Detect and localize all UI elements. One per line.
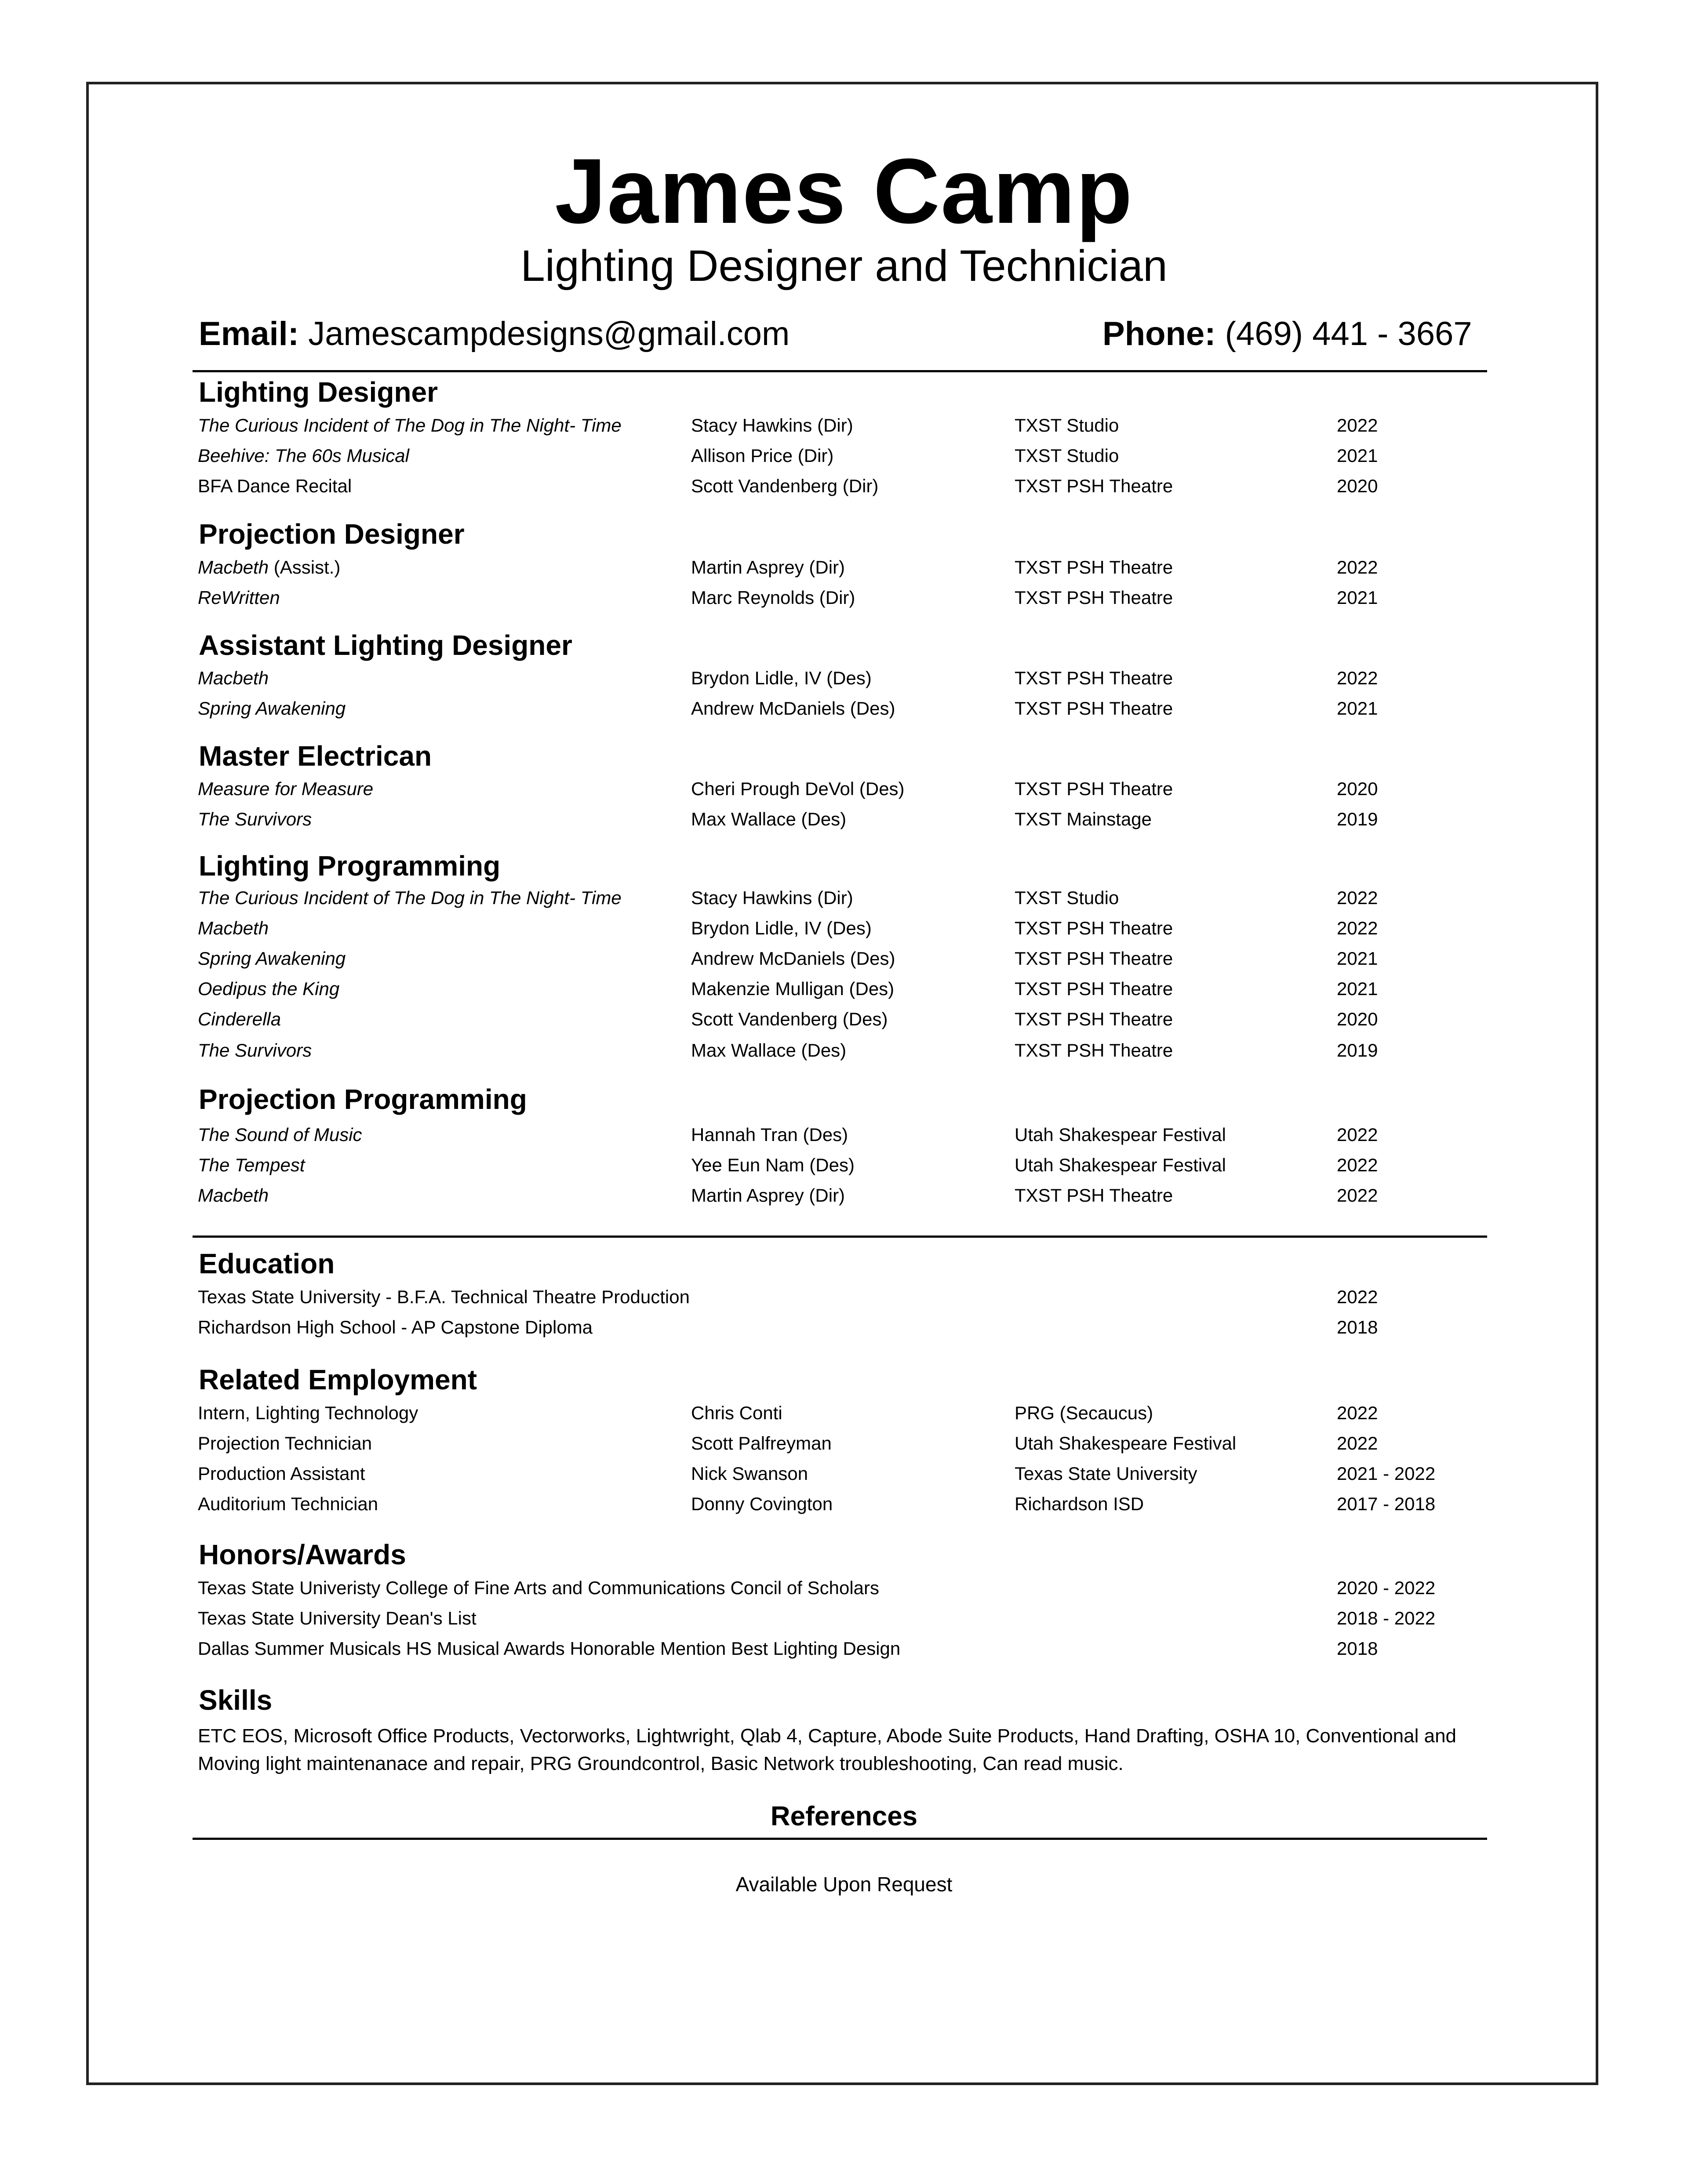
credit-title: The Curious Incident of The Dog in The Night- Time bbox=[198, 887, 622, 908]
header-divider bbox=[193, 370, 1487, 372]
job-title: Projection Technician bbox=[198, 1433, 372, 1454]
job-employer: PRG (Secaucus) bbox=[1015, 1403, 1153, 1423]
credit-title: BFA Dance Recital bbox=[198, 476, 352, 496]
credit-year: 2021 bbox=[1337, 948, 1378, 969]
credit-person: Brydon Lidle, IV (Des) bbox=[691, 918, 872, 938]
job-years: 2022 bbox=[1337, 1403, 1378, 1423]
credit-venue: TXST PSH Theatre bbox=[1015, 1185, 1173, 1206]
section-title-references: References bbox=[770, 1801, 918, 1832]
credit-year: 2022 bbox=[1337, 887, 1378, 908]
credit-person: Cheri Prough DeVol (Des) bbox=[691, 778, 905, 799]
section-title-assistant-lighting-designer: Assistant Lighting Designer bbox=[199, 629, 572, 661]
credit-venue: TXST PSH Theatre bbox=[1015, 1040, 1173, 1061]
table-row bbox=[198, 808, 1495, 830]
table-row bbox=[198, 556, 1495, 578]
credit-year: 2021 bbox=[1337, 587, 1378, 608]
table-row bbox=[198, 917, 1495, 939]
job-years: 2017 - 2018 bbox=[1337, 1494, 1436, 1514]
credit-title bbox=[198, 556, 340, 578]
table-row bbox=[198, 948, 1495, 970]
job-employer: Utah Shakespeare Festival bbox=[1015, 1433, 1237, 1454]
section-title-projection-programming: Projection Programming bbox=[199, 1083, 527, 1115]
credit-person: Andrew McDaniels (Des) bbox=[691, 948, 895, 969]
table-row bbox=[198, 698, 1495, 720]
table-row bbox=[198, 1316, 1495, 1338]
credit-year: 2020 bbox=[1337, 778, 1378, 799]
credit-title: Measure for Measure bbox=[198, 778, 374, 799]
job-supervisor: Chris Conti bbox=[691, 1403, 782, 1423]
credit-year: 2019 bbox=[1337, 809, 1378, 829]
job-employer: Richardson ISD bbox=[1015, 1494, 1144, 1514]
section-title-master-electrician: Master Electrican bbox=[199, 740, 432, 772]
table-row bbox=[198, 1463, 1495, 1485]
section-title-related-employment: Related Employment bbox=[199, 1364, 477, 1395]
credit-year: 2021 bbox=[1337, 978, 1378, 999]
table-row bbox=[198, 887, 1495, 909]
credit-year: 2019 bbox=[1337, 1040, 1378, 1061]
credit-venue: TXST Studio bbox=[1015, 887, 1119, 908]
credit-venue: TXST Studio bbox=[1015, 415, 1119, 436]
job-title: Production Assistant bbox=[198, 1463, 365, 1484]
credit-title: The Sound of Music bbox=[198, 1124, 362, 1145]
references-text: Available Upon Request bbox=[735, 1873, 953, 1896]
job-years: 2022 bbox=[1337, 1433, 1378, 1454]
credit-year: 2022 bbox=[1337, 415, 1378, 436]
section-divider bbox=[193, 1236, 1487, 1238]
credit-title: Spring Awakening bbox=[198, 948, 346, 969]
email-line bbox=[199, 317, 789, 351]
credit-person: Yee Eun Nam (Des) bbox=[691, 1155, 855, 1175]
credit-venue: TXST PSH Theatre bbox=[1015, 948, 1173, 969]
table-row bbox=[198, 1402, 1495, 1424]
credit-title-text: Macbeth bbox=[198, 557, 269, 578]
email-label: Email: bbox=[199, 315, 299, 352]
table-row bbox=[198, 445, 1495, 467]
award-name: Texas State Univeristy College of Fine Arts and Communications Concil of Scholars bbox=[198, 1577, 880, 1598]
credit-year: 2022 bbox=[1337, 1185, 1378, 1206]
credit-title: The Survivors bbox=[198, 809, 312, 829]
award-name: Dallas Summer Musicals HS Musical Awards Honorable Mention Best Lighting Design bbox=[198, 1638, 901, 1659]
credit-title: The Tempest bbox=[198, 1155, 305, 1175]
credit-title: Cinderella bbox=[198, 1009, 281, 1029]
section-title-education: Education bbox=[199, 1248, 335, 1279]
credit-year: 2021 bbox=[1337, 445, 1378, 466]
credit-year: 2022 bbox=[1337, 668, 1378, 688]
credit-year: 2022 bbox=[1337, 557, 1378, 578]
award-name: Texas State University Dean's List bbox=[198, 1608, 477, 1628]
credit-year: 2021 bbox=[1337, 698, 1378, 719]
credit-title: Spring Awakening bbox=[198, 698, 346, 719]
credit-year: 2022 bbox=[1337, 1155, 1378, 1175]
credit-venue: TXST PSH Theatre bbox=[1015, 668, 1173, 688]
table-row bbox=[198, 1039, 1495, 1061]
credit-venue: TXST PSH Theatre bbox=[1015, 978, 1173, 999]
section-title-honors-awards: Honors/Awards bbox=[199, 1539, 406, 1570]
credit-year: 2022 bbox=[1337, 1124, 1378, 1145]
table-row bbox=[198, 1286, 1495, 1308]
credit-person: Allison Price (Dir) bbox=[691, 445, 834, 466]
education-year: 2018 bbox=[1337, 1317, 1378, 1337]
credit-year: 2020 bbox=[1337, 476, 1378, 496]
credit-title-suffix: (Assist.) bbox=[273, 557, 341, 578]
table-row bbox=[198, 1008, 1495, 1030]
section-title-lighting-designer: Lighting Designer bbox=[199, 376, 438, 408]
award-years: 2018 bbox=[1337, 1638, 1378, 1659]
skills-text: ETC EOS, Microsoft Office Products, Vectorworks, Lightwright, Qlab 4, Capture, Abode Suite Products, Hand Drafting, OSHA 10, Conventional and Moving light maintenanace and repair, PRG Groundcontrol, Basic Network troubleshooting, Can read music. bbox=[198, 1725, 1457, 1774]
table-row bbox=[198, 1493, 1495, 1515]
credit-person: Scott Vandenberg (Des) bbox=[691, 1009, 888, 1029]
references-divider bbox=[193, 1838, 1487, 1840]
credit-title: Macbeth bbox=[198, 1185, 269, 1206]
credit-venue: TXST PSH Theatre bbox=[1015, 1009, 1173, 1029]
job-supervisor: Scott Palfreyman bbox=[691, 1433, 832, 1454]
credit-title: Beehive: The 60s Musical bbox=[198, 445, 409, 466]
credit-person: Max Wallace (Des) bbox=[691, 809, 847, 829]
phone-line bbox=[1102, 317, 1472, 351]
table-row bbox=[198, 414, 1495, 436]
table-row bbox=[198, 1638, 1495, 1660]
credit-person: Martin Asprey (Dir) bbox=[691, 1185, 845, 1206]
credit-venue: TXST PSH Theatre bbox=[1015, 698, 1173, 719]
job-title: Intern, Lighting Technology bbox=[198, 1403, 418, 1423]
credit-year: 2022 bbox=[1337, 918, 1378, 938]
credit-venue: TXST Mainstage bbox=[1015, 809, 1152, 829]
job-title: Auditorium Technician bbox=[198, 1494, 378, 1514]
credit-person: Max Wallace (Des) bbox=[691, 1040, 847, 1061]
credit-title: The Curious Incident of The Dog in The Night- Time bbox=[198, 415, 622, 436]
table-row bbox=[198, 1185, 1495, 1206]
award-years: 2018 - 2022 bbox=[1337, 1608, 1436, 1628]
credit-venue: TXST PSH Theatre bbox=[1015, 476, 1173, 496]
credit-venue: TXST Studio bbox=[1015, 445, 1119, 466]
table-row bbox=[198, 1154, 1495, 1176]
resume-name: James Camp bbox=[555, 139, 1133, 243]
table-row bbox=[198, 1607, 1495, 1629]
credit-person: Brydon Lidle, IV (Des) bbox=[691, 668, 872, 688]
award-years: 2020 - 2022 bbox=[1337, 1577, 1436, 1598]
credit-venue: TXST PSH Theatre bbox=[1015, 778, 1173, 799]
phone-number[interactable]: (469) 441 - 3667 bbox=[1225, 315, 1472, 352]
education-entry: Texas State University - B.F.A. Technical Theatre Production bbox=[198, 1286, 690, 1307]
email-address[interactable]: Jamescampdesigns@gmail.com bbox=[308, 315, 790, 352]
job-employer: Texas State University bbox=[1015, 1463, 1197, 1484]
credit-venue: Utah Shakespear Festival bbox=[1015, 1155, 1226, 1175]
credit-title: Macbeth bbox=[198, 918, 269, 938]
table-row bbox=[198, 978, 1495, 1000]
phone-label: Phone: bbox=[1102, 315, 1216, 352]
table-row bbox=[198, 587, 1495, 609]
table-row bbox=[198, 778, 1495, 800]
resume-subtitle: Lighting Designer and Technician bbox=[520, 241, 1168, 291]
section-title-lighting-programming: Lighting Programming bbox=[199, 850, 501, 882]
section-title-skills: Skills bbox=[199, 1684, 273, 1716]
table-row bbox=[198, 1577, 1495, 1599]
education-year: 2022 bbox=[1337, 1286, 1378, 1307]
table-row bbox=[198, 1432, 1495, 1454]
credit-year: 2020 bbox=[1337, 1009, 1378, 1029]
credit-title: ReWritten bbox=[198, 587, 280, 608]
credit-title: Macbeth bbox=[198, 668, 269, 688]
credit-title: Oedipus the King bbox=[198, 978, 340, 999]
table-row bbox=[198, 1124, 1495, 1146]
job-supervisor: Donny Covington bbox=[691, 1494, 833, 1514]
credit-title: The Survivors bbox=[198, 1040, 312, 1061]
credit-person: Stacy Hawkins (Dir) bbox=[691, 887, 853, 908]
credit-person: Marc Reynolds (Dir) bbox=[691, 587, 855, 608]
job-years: 2021 - 2022 bbox=[1337, 1463, 1436, 1484]
table-row bbox=[198, 667, 1495, 689]
credit-person: Andrew McDaniels (Des) bbox=[691, 698, 895, 719]
credit-venue: TXST PSH Theatre bbox=[1015, 587, 1173, 608]
education-entry: Richardson High School - AP Capstone Diploma bbox=[198, 1317, 593, 1337]
credit-person: Stacy Hawkins (Dir) bbox=[691, 415, 853, 436]
credit-person: Scott Vandenberg (Dir) bbox=[691, 476, 879, 496]
credit-venue: TXST PSH Theatre bbox=[1015, 918, 1173, 938]
credit-venue: TXST PSH Theatre bbox=[1015, 557, 1173, 578]
credit-person: Martin Asprey (Dir) bbox=[691, 557, 845, 578]
credit-person: Makenzie Mulligan (Des) bbox=[691, 978, 895, 999]
section-title-projection-designer: Projection Designer bbox=[199, 518, 465, 550]
table-row bbox=[198, 475, 1495, 497]
job-supervisor: Nick Swanson bbox=[691, 1463, 808, 1484]
credit-person: Hannah Tran (Des) bbox=[691, 1124, 848, 1145]
credit-venue: Utah Shakespear Festival bbox=[1015, 1124, 1226, 1145]
